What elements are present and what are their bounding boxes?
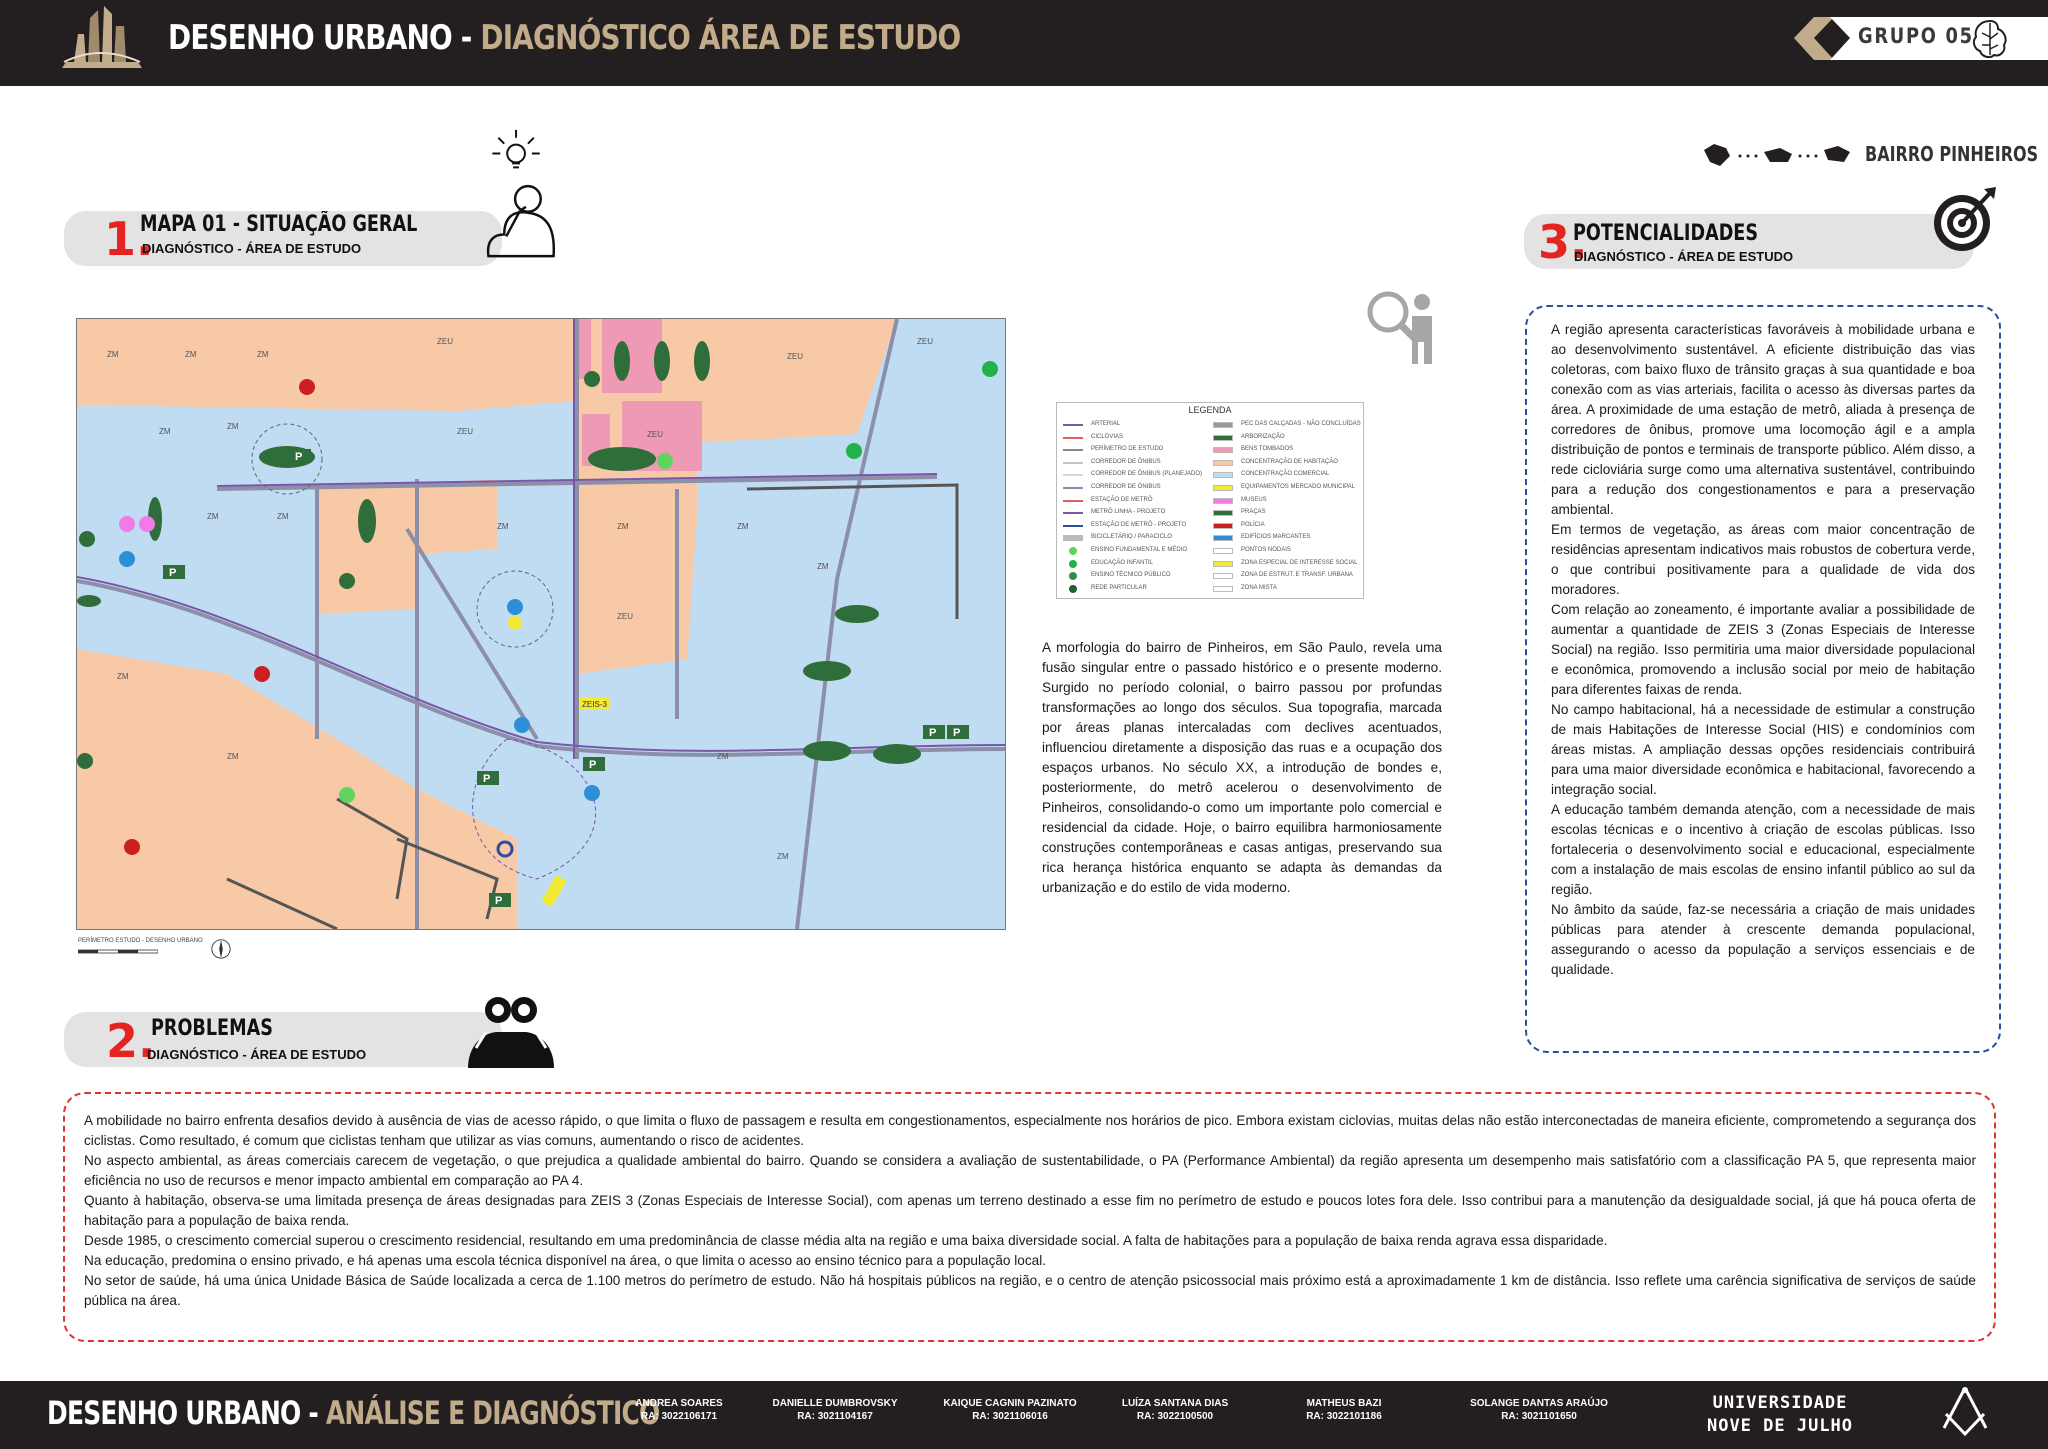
legend-item [1213,457,1361,469]
legend-swatch [1069,547,1077,555]
map-label-zm: ZM [817,562,829,571]
legend-swatch [1213,586,1233,592]
member-ra: RA: 3021106016 [972,1411,1048,1422]
legend-label: EDIFÍCIOS MARCANTES [1241,534,1311,541]
map-label-p: P [483,773,491,785]
legend-item [1063,570,1213,582]
legend-item [1063,419,1213,431]
legend-item [1213,532,1361,544]
legend-item [1213,495,1361,507]
legend-item [1063,495,1213,507]
scale-bar-icon [78,948,158,956]
section-subtitle: DIAGNÓSTICO - ÁREA DE ESTUDO [1574,249,1794,264]
legend-label: BICICLETÁRIO / PARACICLO [1091,534,1172,541]
team-member [1090,1397,1260,1423]
legend-label: CONCENTRAÇÃO COMERCIAL [1241,471,1330,478]
map-label-p: P [929,727,937,739]
legend-label: ZONA MISTA [1241,584,1277,591]
legend-item [1063,558,1213,570]
legend-swatch [1213,548,1233,554]
region-locator-icon [1700,140,1860,170]
page-title: DESENHO URBANO - DIAGNÓSTICO ÁREA DE ESTUDO [168,18,961,58]
legend-item [1213,545,1361,557]
legend-swatch [1063,462,1083,464]
legend-swatch [1069,585,1077,593]
legend-label: EDUCAÇÃO INFANTIL [1091,559,1154,566]
map-label-zeu: ZEU [917,337,933,346]
problem-paragraph: No aspecto ambiental, as áreas comerciais carecem de vegetação, o que prejudica a qualidade ambiental do bairro. Quando se considera a avaliação de sustentabilidade, o PA (Performance Ambiental) da região apresenta um desempenho mais satisfatório com a classificação PA 5, que representa maior eficiência no uso de recursos e menor impacto ambiental em comparação ao PA 4. [84,1153,1976,1188]
potentiality-paragraph: A educação também demanda atenção, com a necessidade de mais escolas técnicas e o incentivo à criação de escolas públicas. Isso fortaleceria o desenvolvimento social e educacional, especialmente com a instalação de mais escolas de ensino infantil público ao sul da região. [1551,802,1975,897]
section-number: 1. [104,212,154,266]
legend-item [1213,507,1361,519]
map-label-zm: ZM [227,422,239,431]
legend-label: ESTAÇÃO DE METRÔ - PROJETO [1091,521,1187,528]
legend-item [1213,583,1361,595]
legend-label: POLÍCIA [1241,521,1265,528]
potentiality-paragraph: Em termos de vegetação, as áreas com maior concentração de residências apresentam indicativos mais robustos de cobertura verde, o que contribui positivamente para a qualidade de vida dos moradores. [1551,522,1975,597]
member-name: SOLANGE DANTAS ARAÚJO [1470,1398,1608,1409]
section-subtitle: DIAGNÓSTICO - ÁREA DE ESTUDO [147,1047,367,1062]
map-label-zm: ZM [277,512,289,521]
section-title: MAPA 01 - SITUAÇÃO GERAL [140,212,418,237]
map-label-p: P [169,567,177,579]
legend-item [1063,520,1213,532]
legend-label: ENSINO FUNDAMENTAL E MÉDIO [1091,547,1188,553]
binoculars-person-icon [466,992,556,1068]
problem-paragraph: Quanto à habitação, observa-se uma limitada presença de áreas designadas para ZEIS 3 (Zonas Especiais de Interesse Social), com apenas um terreno destinado a esse fim no perímetro de estudo e poucos lotes fora dele. Isso contribui para a manutenção da desigualdade social, já que há pouca oferta de habitação para a população de baixa renda. [84,1193,1976,1228]
legend-label: BENS TOMBADOS [1241,446,1294,453]
city-skyline-icon [60,4,144,70]
legend-item [1063,432,1213,444]
member-ra: RA: 3021104167 [797,1411,873,1422]
map-label-zeu: ZEU [647,430,663,439]
legend-swatch [1063,500,1083,502]
potentiality-paragraph: A região apresenta características favoráveis à mobilidade urbana e ao desenvolvimento sustentável. A eficiente distribuição das vias coletoras, com baixo fluxo de trânsito graças à sua quantidade e boa conexão com as vias arteriais, facilita o acesso às diversas partes da área. A proximidade de uma estação de metrô, aliada à presença de corredores de ônibus, promove uma locomoção ágil e a ampla distribuição de pontos e terminais de transporte público. Além disso, a rede cicloviária surge como uma alternativa sustentável, contribuindo para a redução dos congestionamentos e para a preservação ambiental. [1551,322,1975,517]
map-label-p: P [295,451,303,463]
legend-swatch [1063,424,1083,426]
legend-item [1213,444,1361,456]
legend-swatch [1063,474,1083,476]
map-label-p: P [589,759,597,771]
map-label-zm: ZM [617,522,629,531]
legend-label: PEC DAS CALÇADAS - NÃO CONCLUÍDAS [1241,421,1361,427]
legend-swatch [1063,487,1083,489]
map-legend [1056,402,1364,599]
map-label-zeu: ZEU [457,427,473,436]
legend-swatch [1213,510,1233,516]
legend-item [1063,545,1213,557]
team-member [1454,1397,1624,1423]
legend-label: CORREDOR DE ÔNIBUS (PLANEJADO) [1091,471,1203,478]
member-ra: RA: 3022101186 [1306,1411,1382,1422]
legend-label: METRÔ LINHA - PROJETO [1091,509,1166,516]
legend-item [1213,432,1361,444]
group-label: GRUPO 05 [1858,24,1974,48]
problem-paragraph: Na educação, predomina o ensino privado, e há apenas uma escola técnica disponível na área, o que limita o acesso ao ensino técnico para a população local. [84,1253,1047,1268]
map-label-p: P [953,727,961,739]
problem-paragraph: A mobilidade no bairro enfrenta desafios devido à ausência de vias de acesso rápido, o que limita o fluxo de passagem e resulta em congestionamentos, especialmente nos horários de pico. Embora existam ciclovias, muitas delas não estão interconectadas de maneira eficiente, comprometendo a segurança dos ciclistas. Como resultado, é comum que ciclistas tenham que utilizar as vias comuns, aumentando o risco de acidentes. [84,1113,1976,1148]
section-title: POTENCIALIDADES [1573,221,1759,246]
legend-item [1213,419,1361,431]
legend-label: REDE PARTICULAR [1091,584,1147,591]
legend-swatch [1213,472,1233,478]
map-label-zm: ZM [737,522,749,531]
map-label-zm: ZM [159,427,171,436]
potentialities-text [1551,320,1975,980]
team-member [750,1397,920,1423]
brain-icon [1970,17,2010,61]
map-label-zm: ZM [207,512,219,521]
legend-swatch [1213,460,1233,466]
legend-item [1063,583,1213,595]
legend-item [1213,482,1361,494]
problem-paragraph: No setor de saúde, há uma única Unidade Básica de Saúde localizada a cerca de 1.100 metros do perímetro de estudo. Não há hospitais públicos na região, e o centro de atenção psicossocial mais próximo está a aproximadamente 1 km de distância. Isso reflete uma carência significativa de serviços de saúde pública na área. [84,1273,1976,1308]
legend-item [1213,469,1361,481]
thinking-person-icon [476,118,566,266]
legend-label: ZONA DE ESTRUT. E TRANSF. URBANA [1241,572,1353,579]
member-name: MATHEUS BAZI [1306,1398,1382,1409]
member-name: ANDREA SOARES [635,1398,723,1409]
member-name: LUÍZA SANTANA DIAS [1121,1398,1229,1409]
problem-paragraph: Desde 1985, o crescimento comercial superou o crescimento residencial, resultando em uma predominância de classe média alta na região e uma baixa diversidade social. A falta de habitações para a população de baixa renda agrava essa disparidade. [84,1233,1608,1248]
map-label-zm: ZM [717,752,729,761]
legend-swatch [1213,573,1233,579]
member-ra: RA: 3022100500 [1136,1411,1214,1422]
university-logo: UNIVERSIDADE NOVE DE JULHO [1706,1393,1854,1436]
legend-swatch [1063,512,1083,514]
map-label-zm: ZM [777,852,789,861]
legend-swatch [1069,560,1077,568]
footer-title: DESENHO URBANO - ANÁLISE E DIAGNÓSTICO [47,1394,660,1432]
neighborhood-label: BAIRRO PINHEIROS [1865,142,2039,166]
team-member [925,1397,1095,1423]
legend-swatch [1213,447,1233,453]
map-label-zeu: ZEU [787,352,803,361]
legend-swatch [1213,498,1233,504]
target-icon [1930,183,2000,253]
map-caption: PERÍMETRO ESTUDO - DESENHO URBANO [78,938,203,944]
magnifier-person-icon [1362,286,1442,366]
section-number: 3. [1538,215,1588,269]
legend-swatch [1213,535,1233,541]
team-member [594,1397,764,1423]
map-label-zeu: ZEU [617,612,633,621]
map-label-zm: ZM [497,522,509,531]
legend-label: ESTAÇÃO DE METRÔ [1091,496,1153,503]
legend-label: PERÍMETRO DE ESTUDO [1091,446,1164,453]
legend-item [1213,558,1361,570]
map-label-p: P [495,895,503,907]
legend-label: CICLOVIAS [1091,433,1124,440]
map-label-zm: ZM [227,752,239,761]
legend-label: CORREDOR DE ÔNIBUS [1091,458,1161,465]
legend-label: PONTOS NODAIS [1241,547,1291,553]
legend-label: ARTERIAL [1091,421,1121,427]
north-arrow-icon [210,938,232,960]
map-label-zm: ZM [117,672,129,681]
legend-label: MUSEUS [1241,496,1267,503]
legend-item [1063,532,1213,544]
section-subtitle: DIAGNÓSTICO - ÁREA DE ESTUDO [142,241,362,256]
legend-swatch [1213,523,1233,529]
potentiality-paragraph: Com relação ao zoneamento, é importante avaliar a possibilidade de aumentar a quantidade de ZEIS 3 (Zonas Especiais de Interesse Social) na região. Isso permitiria uma maior diversidade populacional e econômica, promovendo a inclusão social por meio de habitação para diferentes faixas de renda. [1551,602,1975,697]
legend-swatch [1213,485,1233,491]
map-label-zeis: ZEIS-3 [582,700,607,709]
legend-item [1063,457,1213,469]
member-ra: RA: 3021101650 [1501,1411,1577,1422]
legend-item [1063,469,1213,481]
legend-item [1063,507,1213,519]
section-title: PROBLEMAS [151,1016,273,1041]
legend-label: CORREDOR DE ÔNIBUS [1091,484,1161,490]
legend-swatch [1063,535,1083,541]
member-ra: RA: 3022106171 [640,1411,718,1422]
team-member [1259,1397,1429,1423]
morphology-text: A morfologia do bairro de Pinheiros, em São Paulo, revela uma fusão singular entre o passado histórico e o presente moderno. Surgido no período colonial, o bairro passou por profundas transformações ao longo dos séculos. Sua topografia, marcada por áreas planas intercaladas com declives acentuados, influenciou diretamente a disposição das ruas e a ocupação dos espaços urbanos. No século XX, a introdução de bondes e, posteriormente, do metrô acelerou o desenvolvimento de Pinheiros, consolidando-o como um importante polo comercial e residencial da cidade. Hoje, o bairro equilibra harmoniosamente construções contemporâneas e casas antigas, preservando sua rica herança histórica enquanto se adapta às demandas da urbanização e do estilo de vida moderno. [1042,640,1442,895]
legend-label: CONCENTRAÇÃO DE HABITAÇÃO [1241,458,1338,465]
potentiality-paragraph: No âmbito da saúde, faz-se necessária a criação de mais unidades públicas para atender à crescente demanda populacional, assegurando o acesso da população a serviços essenciais e de qualidade. [1551,902,1975,977]
legend-item [1213,520,1361,532]
compass-square-icon [1938,1384,1992,1440]
legend-label: EQUIPAMENTOS MERCADO MUNICIPAL [1241,484,1356,490]
legend-label: ARBORIZAÇÃO [1241,433,1285,440]
legend-swatch [1213,561,1233,567]
problems-text [84,1111,1976,1311]
legend-swatch [1063,525,1083,527]
legend-label: ENSINO TÉCNICO PÚBLICO [1091,572,1171,579]
member-name: DANIELLE DUMBROVSKY [772,1398,898,1409]
map-label-zm: ZM [185,350,197,359]
section-number: 2. [106,1014,156,1068]
member-name: KAIQUE CAGNIN PAZINATO [943,1398,1077,1409]
legend-title: LEGENDA [1188,405,1232,415]
legend-item [1213,570,1361,582]
map-label-zm: ZM [107,350,119,359]
legend-item [1063,444,1213,456]
study-area-map [76,318,1006,930]
legend-label: PRAÇAS [1241,509,1266,516]
legend-item [1063,482,1213,494]
legend-swatch [1063,449,1083,451]
legend-swatch [1213,422,1233,428]
legend-swatch [1213,435,1233,441]
legend-label: ZONA ESPECIAL DE INTERESSE SOCIAL [1241,559,1358,566]
legend-swatch [1063,437,1083,439]
legend-swatch [1069,572,1077,580]
map-label-zm: ZM [257,350,269,359]
potentiality-paragraph: No campo habitacional, há a necessidade de estimular a construção de mais Habitações de Interesse Social (HIS) e condomínios com áreas mistas. A ampliação dessas opções residenciais contribuirá para uma maior diversidade econômica e habitacional, favorecendo a integração social. [1551,702,1975,797]
map-label-zeu: ZEU [437,337,453,346]
